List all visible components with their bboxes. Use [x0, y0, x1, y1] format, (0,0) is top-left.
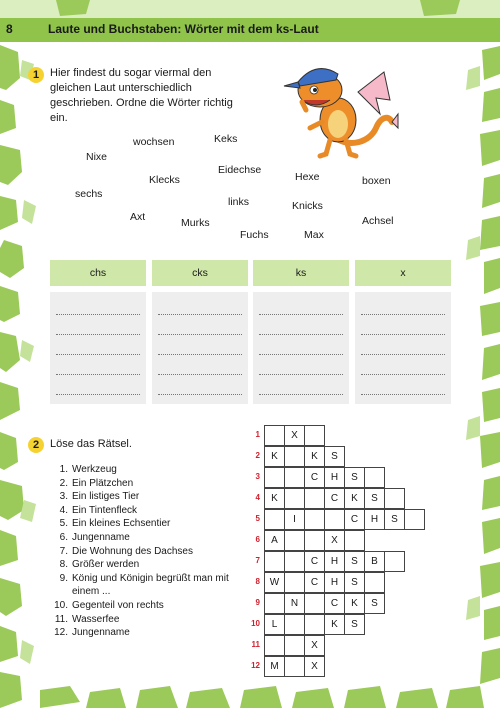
puzzle-cell[interactable]	[284, 530, 305, 551]
clue-item: 12. Jungenname	[54, 627, 130, 639]
puzzle-cell[interactable]: S	[324, 446, 345, 467]
puzzle-cell[interactable]	[384, 551, 405, 572]
puzzle-cell[interactable]: S	[384, 509, 405, 530]
puzzle-cell[interactable]: S	[344, 551, 365, 572]
word-item: Axt	[130, 211, 146, 223]
puzzle-cell[interactable]: K	[264, 488, 285, 509]
puzzle-cell[interactable]	[304, 530, 325, 551]
clue-item: 7. Die Wohnung des Dachses	[59, 545, 193, 557]
puzzle-row-number: 5	[255, 514, 260, 523]
puzzle-cell[interactable]: C	[344, 509, 365, 530]
word-item: Max	[304, 229, 324, 241]
puzzle-row-number: 12	[251, 661, 260, 670]
puzzle-cell[interactable]	[384, 488, 405, 509]
header-bar	[0, 18, 500, 42]
puzzle-cell[interactable]	[284, 467, 305, 488]
word-item: sechs	[75, 188, 103, 200]
puzzle-cell[interactable]	[304, 425, 325, 446]
puzzle-cell[interactable]	[284, 446, 305, 467]
puzzle-cell[interactable]: L	[264, 614, 285, 635]
puzzle-cell[interactable]	[264, 509, 285, 530]
puzzle-cell[interactable]: C	[324, 488, 345, 509]
word-item: Knicks	[292, 200, 323, 212]
task-1-instruction: Hier findest du sogar viermal den gleichen Laut unterschiedlich geschrieben. Ordne die Wörter richtig ein.	[50, 67, 233, 124]
puzzle-row-number: 7	[255, 556, 260, 565]
puzzle-cell[interactable]	[264, 467, 285, 488]
clue-item: 5. Ein kleines Echsentier	[59, 518, 171, 530]
puzzle-row-number: 10	[251, 619, 260, 628]
puzzle-cell[interactable]: S	[364, 593, 385, 614]
puzzle-cell[interactable]	[324, 509, 345, 530]
answer-column-ks[interactable]	[253, 292, 349, 404]
puzzle-row-number: 9	[255, 598, 260, 607]
puzzle-cell[interactable]	[284, 488, 305, 509]
puzzle-cell[interactable]	[364, 467, 385, 488]
puzzle-cell[interactable]	[304, 488, 325, 509]
puzzle-cell[interactable]: M	[264, 656, 285, 677]
dragon-illustration	[280, 52, 400, 162]
word-item: Nixe	[86, 151, 108, 163]
puzzle-cell[interactable]: H	[364, 509, 385, 530]
puzzle-cell[interactable]	[264, 593, 285, 614]
puzzle-cell[interactable]: S	[344, 572, 365, 593]
puzzle-cell[interactable]	[404, 509, 425, 530]
puzzle-cell[interactable]: H	[324, 551, 345, 572]
puzzle-cell[interactable]	[264, 551, 285, 572]
puzzle-cell[interactable]: C	[304, 551, 325, 572]
column-header-ks: ks	[253, 260, 349, 286]
clue-item: 8. Größer werden	[59, 559, 140, 571]
word-item: Keks	[214, 133, 238, 145]
clue-item: 10. Gegenteil von rechts	[54, 599, 164, 611]
puzzle-cell[interactable]: S	[344, 614, 365, 635]
word-item: Achsel	[362, 215, 394, 227]
page-title: Laute und Buchstaben: Wörter mit dem ks-Laut	[48, 22, 319, 36]
puzzle-cell[interactable]: C	[304, 467, 325, 488]
clue-item: 11. Wasserfee	[54, 613, 120, 625]
puzzle-cell[interactable]: X	[324, 530, 345, 551]
answer-column-cks[interactable]	[152, 292, 248, 404]
column-header-x: x	[355, 260, 451, 286]
puzzle-cell[interactable]: S	[364, 488, 385, 509]
clue-item: 9. König und Königin begrüßt man mit einem ...	[59, 572, 229, 598]
puzzle-cell[interactable]: S	[344, 467, 365, 488]
puzzle-cell[interactable]	[284, 551, 305, 572]
clue-item: 3. Ein listiges Tier	[59, 491, 140, 503]
puzzle-cell[interactable]: X	[304, 635, 325, 656]
puzzle-cell[interactable]	[364, 572, 385, 593]
page-number: 8	[6, 22, 13, 36]
word-item: Hexe	[295, 171, 320, 183]
puzzle-cell[interactable]	[284, 572, 305, 593]
clue-item: 1. Werkzeug	[59, 464, 117, 475]
task-1-badge: 1	[28, 67, 44, 83]
puzzle-cell[interactable]	[284, 656, 305, 677]
puzzle-cell[interactable]: K	[264, 446, 285, 467]
puzzle-row-number: 6	[255, 535, 260, 544]
puzzle-cell[interactable]	[264, 635, 285, 656]
puzzle-cell[interactable]	[304, 593, 325, 614]
puzzle-cell[interactable]: X	[284, 425, 305, 446]
clue-item: 2. Ein Plätzchen	[59, 477, 134, 489]
puzzle-cell[interactable]	[284, 635, 305, 656]
puzzle-cell[interactable]	[304, 509, 325, 530]
answer-column-chs[interactable]	[50, 292, 146, 404]
puzzle-cell[interactable]	[344, 530, 365, 551]
puzzle-row-number: 4	[255, 493, 260, 502]
puzzle-row-number: 2	[255, 451, 260, 460]
puzzle-cell[interactable]: H	[324, 572, 345, 593]
column-header-cks: cks	[152, 260, 248, 286]
puzzle-cell[interactable]: K	[344, 593, 365, 614]
puzzle-cell[interactable]	[304, 614, 325, 635]
clue-item: 6. Jungenname	[59, 531, 130, 543]
puzzle-row-number: 3	[255, 472, 260, 481]
puzzle-cell[interactable]: A	[264, 530, 285, 551]
task-2-instruction: Löse das Rätsel.	[50, 438, 132, 450]
puzzle-cell[interactable]	[264, 425, 285, 446]
task-2-badge: 2	[28, 437, 44, 453]
clue-item: 4. Ein Tintenfleck	[59, 504, 138, 516]
puzzle-cell[interactable]: N	[284, 593, 305, 614]
answer-column-x[interactable]	[355, 292, 451, 404]
word-item: Eidechse	[218, 164, 262, 176]
puzzle-cell[interactable]: W	[264, 572, 285, 593]
puzzle-cell[interactable]: X	[304, 656, 325, 677]
word-item: boxen	[362, 175, 391, 187]
puzzle-cell[interactable]: C	[324, 593, 345, 614]
puzzle-cell[interactable]: K	[304, 446, 325, 467]
puzzle-cell[interactable]: H	[324, 467, 345, 488]
word-item: Klecks	[149, 174, 180, 186]
word-item: Murks	[181, 217, 210, 229]
puzzle-row-number: 8	[255, 577, 260, 586]
puzzle-cell[interactable]: I	[284, 509, 305, 530]
word-item: Fuchs	[240, 229, 269, 241]
puzzle-cell[interactable]: K	[324, 614, 345, 635]
puzzle-row-number: 1	[255, 430, 260, 439]
puzzle-row-number: 11	[251, 640, 260, 649]
clue-list	[46, 463, 242, 640]
word-item: wochsen	[133, 136, 175, 148]
puzzle-cell[interactable]	[284, 614, 305, 635]
puzzle-cell[interactable]: C	[304, 572, 325, 593]
word-item: links	[228, 196, 250, 208]
puzzle-cell[interactable]: B	[364, 551, 385, 572]
column-header-chs: chs	[50, 260, 146, 286]
puzzle-cell[interactable]: K	[344, 488, 365, 509]
